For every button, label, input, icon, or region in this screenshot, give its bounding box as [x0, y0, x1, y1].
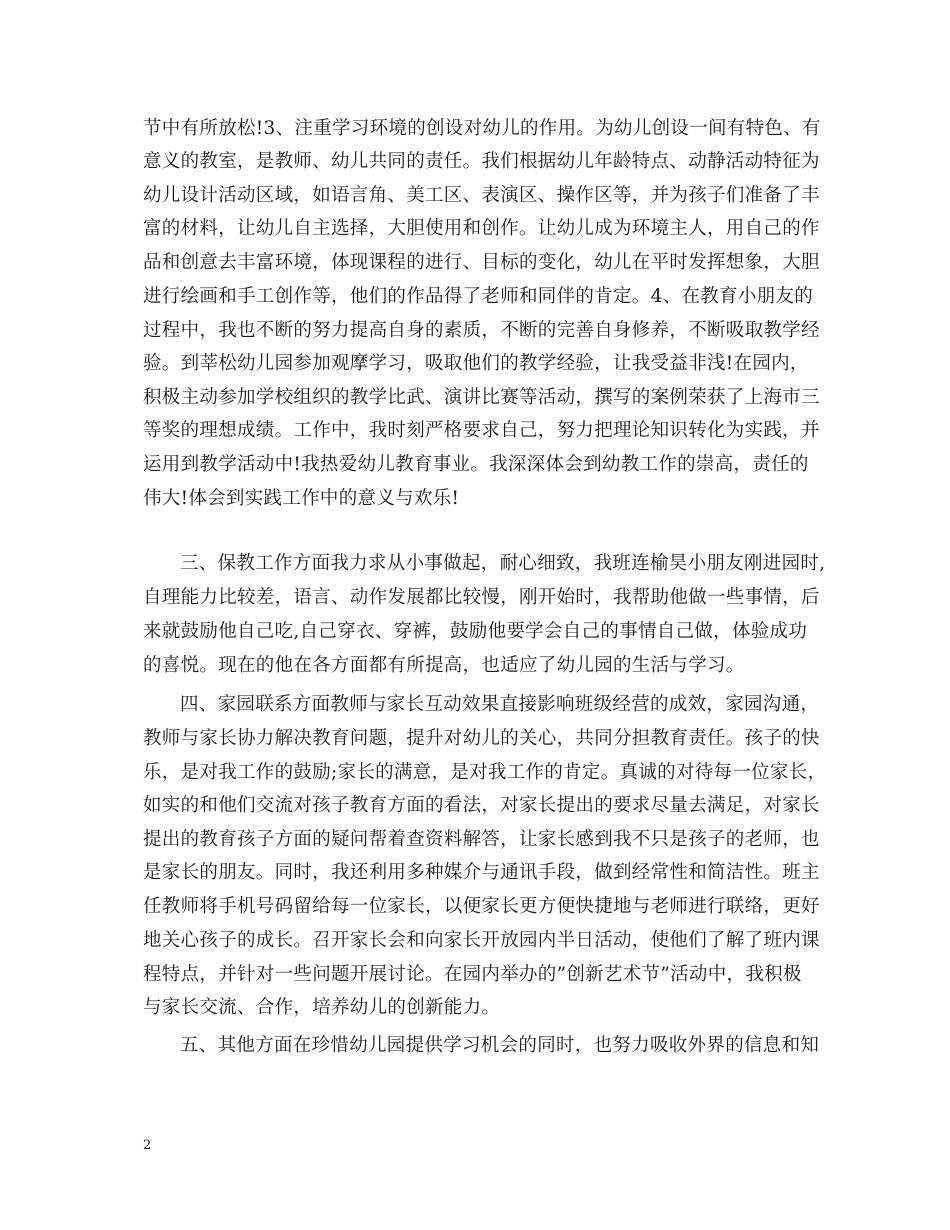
text-line: 等奖的理想成绩。工作中，我时刻严格要求自己，努力把理论知识转化为实践，并: [143, 420, 820, 441]
text-line: 验。到莘松幼儿园参加观摩学习，吸取他们的教学经验，让我受益非浅!在园内，: [143, 353, 809, 374]
text-line: 意义的教室，是教师、幼儿共同的责任。我们根据幼儿年龄特点、动静活动特征为: [143, 151, 820, 172]
text-line: 教师与家长协力解决教育问题，提升对幼儿的关心，共同分担教育责任。孩子的快: [143, 728, 820, 749]
paragraph-heading-4: 四、家园联系方面教师与家长互动效果直接影响班级经营的成效，家园沟通，: [180, 694, 820, 715]
text-line: 积极主动参加学校组织的教学比武、演讲比赛等活动，撰写的案例荣获了上海市三: [143, 387, 820, 408]
text-line: 的喜悦。现在的他在各方面都有所提高，也适应了幼儿园的生活与学习。: [143, 655, 745, 676]
text-line: 过程中，我也不断的努力提高自身的素质，不断的完善自身修养，不断吸取教学经: [143, 320, 820, 341]
text-line: 自理能力比较差，语言、动作发展都比较慢，刚开始时，我帮助他做一些事情，后: [143, 587, 820, 608]
paragraph-heading-3: 三、保教工作方面我力求从小事做起，耐心细致，我班连榆昊小朋友刚进园时,: [180, 553, 826, 574]
paragraph-heading-5: 五、其他方面在珍惜幼儿园提供学习机会的同时，也努力吸收外界的信息和知: [180, 1035, 820, 1056]
text-line: 进行绘画和手工创作等，他们的作品得了老师和同伴的肯定。4、在教育小朋友的: [143, 286, 814, 307]
text-line: 是家长的朋友。同时，我还利用多种媒介与通讯手段，做到经常性和简洁性。班主: [143, 862, 820, 883]
text-line: 如实的和他们交流对孩子教育方面的看法，对家长提出的要求尽量去满足，对家长: [143, 795, 820, 816]
text-line: 来就鼓励他自己吃,自己穿衣、穿裤，鼓励他要学会自己的事情自己做，体验成功: [143, 621, 808, 642]
text-line: 提出的教育孩子方面的疑问帮着查资料解答，让家长感到我不只是孩子的老师，也: [143, 829, 820, 850]
text-line: 幼儿设计活动区域，如语言角、美工区、表演区、操作区等，并为孩子们准备了丰: [143, 185, 820, 206]
text-line: 伟大!体会到实践工作中的意义与欢乐!: [143, 488, 460, 509]
text-line: 运用到教学活动中!我热爱幼儿教育事业。我深深体会到幼教工作的崇高，责任的: [143, 454, 809, 475]
page-number: 2: [143, 1138, 152, 1153]
text-line: 富的材料，让幼儿自主选择，大胆使用和创作。让幼儿成为环境主人，用自己的作: [143, 218, 820, 239]
text-line: 程特点，并针对一些问题开展讨论。在园内举办的”创新艺术节”活动中，我积极: [143, 964, 802, 985]
text-line: 节中有所放松!3、注重学习环境的创设对幼儿的作用。为幼儿创设一间有特色、有: [143, 118, 821, 139]
text-line: 任教师将手机号码留给每一位家长，以便家长更方便快捷地与老师进行联络，更好: [143, 896, 820, 917]
text-line: 品和创意去丰富环境，体现课程的进行、目标的变化，幼儿在平时发挥想象，大胆: [143, 252, 820, 273]
text-line: 乐，是对我工作的鼓励;家长的满意，是对我工作的肯定。真诚的对待每一位家长，: [143, 762, 827, 783]
text-line: 地关心孩子的成长。召开家长会和向家长开放园内半日活动，使他们了解了班内课: [143, 930, 820, 951]
text-line: 与家长交流、合作，培养幼儿的创新能力。: [143, 997, 501, 1018]
